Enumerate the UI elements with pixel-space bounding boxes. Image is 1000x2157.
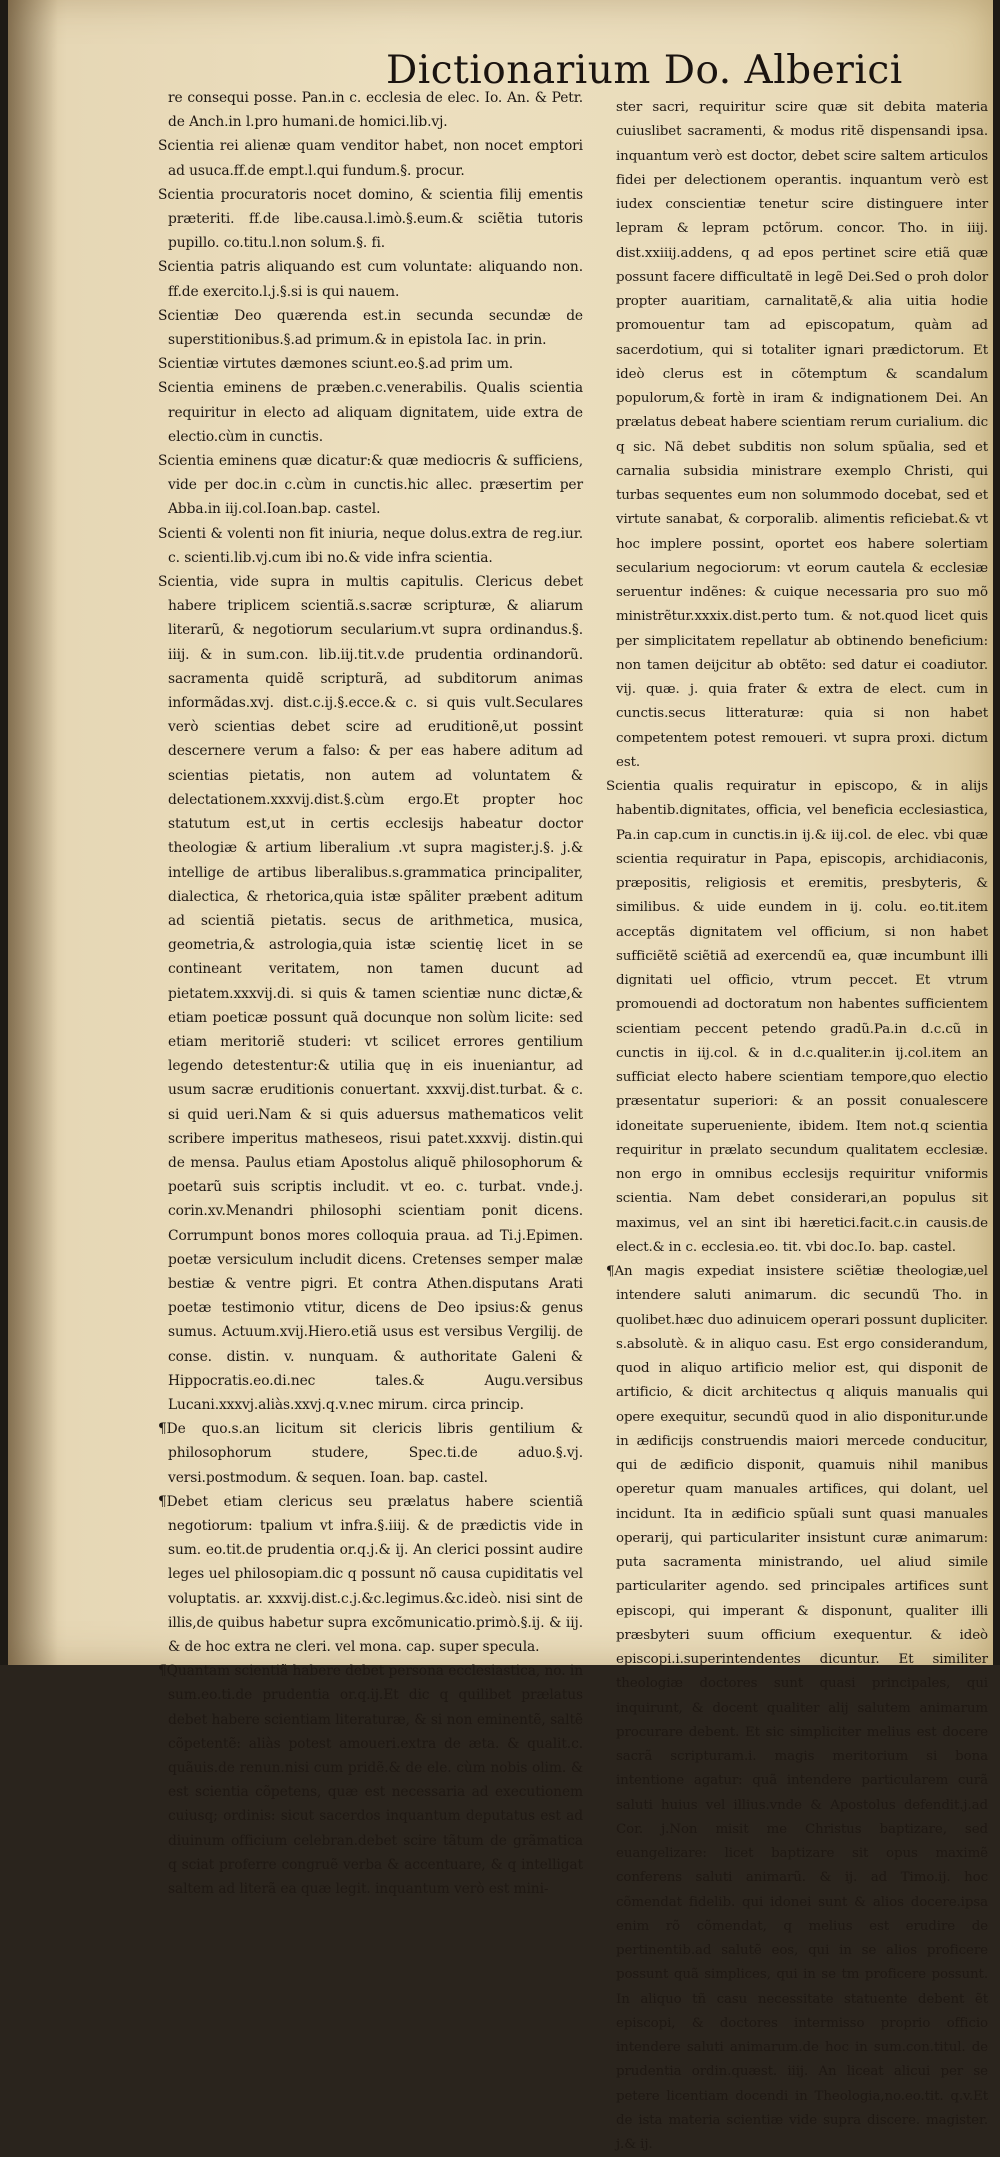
paragraph: Scientia patris aliquando est cum voluntate: aliquando non. ff.de exercito.l.j.§.si is qui nauem. — [158, 259, 583, 300]
paragraph: ¶Quantam scientiã habere debet persona ecclesiastica, no. in sum.eo.ti.de prudentia or.q.ij.Et dic q quilibet prælatus debet habere scientiam literaturæ, & si non eminentẽ, saltẽ cõpetentẽ: aliàs potest amoueri.extra de æta. & qualit.c. quãuis.de renun.nisi cum pridẽ.& de ele. cùm nobis olim. & est scientia cõpetens, quæ est necessaria ad executionem cuiusq; ordinis: sicut sacerdos inquantum deputatus est ad diuinum officium celebran.debet scire tãtum de grãmatica q sciat proferre congruẽ verba & accentuare, & q intelligat saltem ad literã ea quæ legit. inquantum verò est mini- — [158, 1663, 583, 1898]
left-column — [158, 86, 583, 1901]
paragraph: ¶Debet etiam clericus seu prælatus habere scientiã negotiorum: tpalium vt infra.§.iiij. & de prædictis vide in sum. eo.tit.de prudentia or.q.j.& ij. An clerici possint audire leges uel philosopiam.dic q possunt nõ causa cupiditatis vel voluptatis. ar. xxxvij.dist.c.j.&c.legimus.&c.ideò. nisi sint de illis,de quibus habetur supra excõmunicatio.primò.§.ij. & iij. & de hoc extra ne cleri. vel mona. cap. super specula. — [158, 1493, 583, 1655]
paragraph: Scientia qualis requiratur in episcopo, & in alijs habentib.dignitates, officia, vel beneficia ecclesiastica, Pa.in cap.cum in cunctis.in ij.& iij.col. de elec. vbi quæ scientia requiratur in Papa, episcopis, archidiaconis, præpositis, religiosis et eremitis, presbyteris, & similibus. & uide eundem in ij. colu. eo.tit.item acceptãs dignitatem vel officium, si non habet sufficiẽtẽ sciẽtiã ad exercendũ ea, quæ incumbunt illi dignitati uel officio, vtrum peccet. Et vtrum promouendi ad doctoratum non habentes sufficientem scientiam peccent petendo gradũ.Pa.in d.c.cũ in cunctis in iij.col. & in d.c.qualiter.in ij.col.item an sufficiat electo habere scientiam tempore,quo electio præsentatur superiori: & an possit conualescere idoneitate superueniente, ibidem. Item not.q scientia requiritur in prælato secundum qualitatem ecclesiæ. non ergo in omnibus ecclesijs requiritur vniformis scientia. Nam debet considerari,an populus sit maximus, vel an sint ibi hæretici.facit.c.in causis.de elect.& in c. ecclesia.eo. tit. vbi doc.Io. bap. castel. — [606, 779, 988, 1255]
paragraph: ster sacri, requiritur scire quæ sit debita materia cuiuslibet sacramenti, & modus ritẽ dispensandi ipsa. inquantum verò est doctor, debet scire saltem articulos fidei per delectionem operantis. inquantum verò est iudex conscientiæ tenetur scire distinguere inter lepram & lepram pctõrum. concor. Tho. in iiij. dist.xxiiij.addens, q ad epos pertinet scire etiã quæ possunt facere difficultatẽ in legẽ Dei.Sed o proh dolor propter auaritiam, carnalitatẽ,& alia uitia hodie promouentur tam ad episcopatum, quàm ad sacerdotium, qui si totaliter ignari prædictorum. Et ideò clerus est in cõtemptum & scandalum populorum,& fortè in iram & indignationem Dei. An prælatus debeat habere scientiam rerum curialium. dic q sic. Nã debet subditis non solum spũalia, sed et carnalia subsidia ministrare exemplo Christi, qui turbas sequentes eum non solummodo docebat, sed et virtute sanabat, & corporalib. alimentis reficiebat.& vt hoc implere possint, oportet eos habere solertiam secularium negociorum: vt eorum cautela & ecclesiæ seruentur indẽnes: & cuique necessaria pro suo mõ ministrẽtur.xxxix.dist.perto tum. & not.quod licet quis per simplicitatem repellatur ab obtinendo beneficium: non tamen deijcitur ab obtẽto: sed datur ei coadiutor. vij. quæ. j. quia frater & extra de elect. cum in cunctis.secus litteraturæ: quia si non habet competentem potest remoueri. vt supra proxi. dictum est. — [616, 100, 988, 770]
paragraph: re consequi posse. Pan.in c. ecclesia de elec. Io. An. & Petr. de Anch.in l.pro humani.de homici.lib.vj. — [168, 90, 583, 131]
paragraph: Scienti & volenti non fit iniuria, neque dolus.extra de reg.iur. c. scienti.lib.vj.cum ibi no.& vide infra scientia. — [158, 525, 583, 566]
paragraph: Scientia rei alienæ quam venditor habet, non nocet emptori ad usuca.ff.de empt.l.qui fundum.§. procur. — [158, 138, 583, 179]
paragraph: Scientia eminens de præben.c.venerabilis. Qualis scientia requiritur in electo ad aliquam dignitatem, uide extra de electio.cùm in cunctis. — [158, 380, 583, 445]
paragraph: ¶De quo.s.an licitum sit clericis libris gentilium & philosophorum studere, Spec.ti.de aduo.§.vj. versi.postmodum. & sequen. Ioan. bap. castel. — [158, 1421, 583, 1486]
paragraph: Scientia, vide supra in multis capitulis. Clericus debet habere triplicem scientiã.s.sacræ scripturæ, & aliarum literarũ, & negotiorum secularium.vt supra ordinandus.§. iiij. & in sum.con. lib.iij.tit.v.de prudentia ordinandorũ. sacramenta quidẽ scripturã, ad subditorum animas informãdas.xvj. dist.c.ij.§.ecce.& c. si quis vult.Seculares verò scientias debet scire ad eruditionẽ,ut possint descernere verum a falso: & per eas habere aditum ad scientias pietatis, non autem ad voluntatem & delectationem.xxxvij.dist.§.cùm ergo.Et propter hoc statutum est,ut in certis ecclesijs habeatur doctor theologiæ & artium liberalium .vt supra magister.j.§. j.& intellige de artibus liberalibus.s.grammatica principaliter, dialectica, & rhetorica,quia istæ spãliter præbent aditum ad scientiã pietatis. secus de arithmetica, musica, geometria,& astrologia,quia istæ scientię licet in se contineant veritatem, non tamen ducunt ad pietatem.xxxvij.di. si quis & tamen scientiæ nunc dictæ,& etiam poeticæ possunt quã docunque non solùm licite: sed etiam meritoriẽ studeri: vt scilicet errores gentilium legendo detestentur:& utilia quę in eis inueniantur, ad usum sacræ eruditionis conuertant. xxxvij.dist.turbat. & c. si quid ueri.Nam & si quis aduersus mathematicos velit scribere imperitus matheseos, risui patet.xxxvij. distin.qui de mensa. Paulus etiam Apostolus aliquẽ philosophorum & poetarũ suis scriptis includit. vt eo. c. turbat. vnde.j. corin.xv.Menandri philosophi scientiam ponit dicens. Corrumpunt bonos mores colloquia praua. ad Ti.j.Epimen. poetæ versiculum includit dicens. Cretenses semper malæ bestiæ & ventre pigri. Et contra Athen.disputans Arati poetæ testimonio vtitur, dicens de Deo ipsius:& genus sumus. Actuum.xvij.Hiero.etiã usus est versibus Vergilij. de conse. distin. v. nunquam. & authoritate Galeni & Hippocratis.eo.di.nec tales.& Augu.versibus Lucani.xxxvj.aliàs.xxvj.q.v.nec mirum. circa princip. — [158, 574, 583, 1413]
paragraph: Scientia eminens quæ dicatur:& quæ mediocris & sufficiens, vide per doc.in c.cùm in cunctis.hic allec. præsertim per Abba.in iij.col.Ioan.bap. castel. — [158, 453, 583, 518]
paragraph: Scientia procuratoris nocet domino, & scientia filij ementis præteriti. ff.de libe.causa.l.imò.§.eum.& sciẽtia tutoris pupillo. co.titu.l.non solum.§. fi. — [158, 186, 583, 252]
running-header: Dictionarium Do. Alberici — [386, 48, 903, 93]
book-page — [8, 0, 993, 2152]
paragraph: Scientiæ Deo quærenda est.in secunda secundæ de superstitionibus.§.ad primum.& in epistola Iac. in prin. — [158, 307, 583, 349]
right-column — [606, 96, 988, 2157]
paragraph: Scientiæ virtutes dæmones sciunt.eo.§.ad prim um. — [158, 356, 514, 373]
spine-shadow — [8, 0, 58, 1665]
paragraph: ¶An magis expediat insistere sciẽtiæ theologiæ,uel intendere saluti animarum. dic secundũ Tho. in quolibet.hæc duo adinuicem operari possunt dupliciter. s.absolutè. & in aliquo casu. Est ergo considerandum, quod in aliquo artificio melior est, qui disponit de artificio, & dicit architectus q aliquis manualis qui opere exequitur, secundũ quod in alio disponitur.unde in ædificijs construendis maiori mercede conducitur, qui de ædificio disponit, quamuis nihil manibus operetur quam manuales artifices, qui dolant, uel incidunt. Ita in ædificio spũali sunt quasi manuales operarij, qui particulariter insistunt curæ animarum: puta sacramenta ministrando, uel aliud simile particulariter agendo. sed principales artifices sunt episcopi, qui imperant & disponunt, qualiter illi præsbyteri suum officium exequentur. & ideò episcopi.i.superintendentes dicuntur. Et similiter theologiæ doctores sunt quasi principales, qui inquirunt, & docent qualiter alij salutem animarum procurare debent. Et sic simpliciter melius est docere sacrã scripturam.i. magis meritorium si bona intentione agatur: quã intendere particularem curã saluti huius vel illius.vnde & Apostolus defendit.j.ad Cor. j.Non misit me Christus baptizare, sed euangelizare: licet baptizare sit opus maximẽ conferens saluti animarũ. & ij. ad Timo.ij. hoc cõmendat fidelib. qui idonei sunt & alios docere.ipsa enim rõ cõmendat, q melius est erudire de pertinentib.ad salutẽ eos, qui in se alios proficere possunt quã simplices, qui in se tm proficere possunt. In aliquo tñ casu necessitate statuente debent ẽt episcopi, & doctores intermisso proprio officio intendere saluti animarum.de hoc in sum.con.titul. de prudentia ordin.quæst. iiij. An liceat alicui per se petere licentiam docendi in Theologia,no.eo.tit. q.v.Et de ista materia scientiæ vide supra discere. magister. j.& ij. — [606, 1264, 988, 2152]
